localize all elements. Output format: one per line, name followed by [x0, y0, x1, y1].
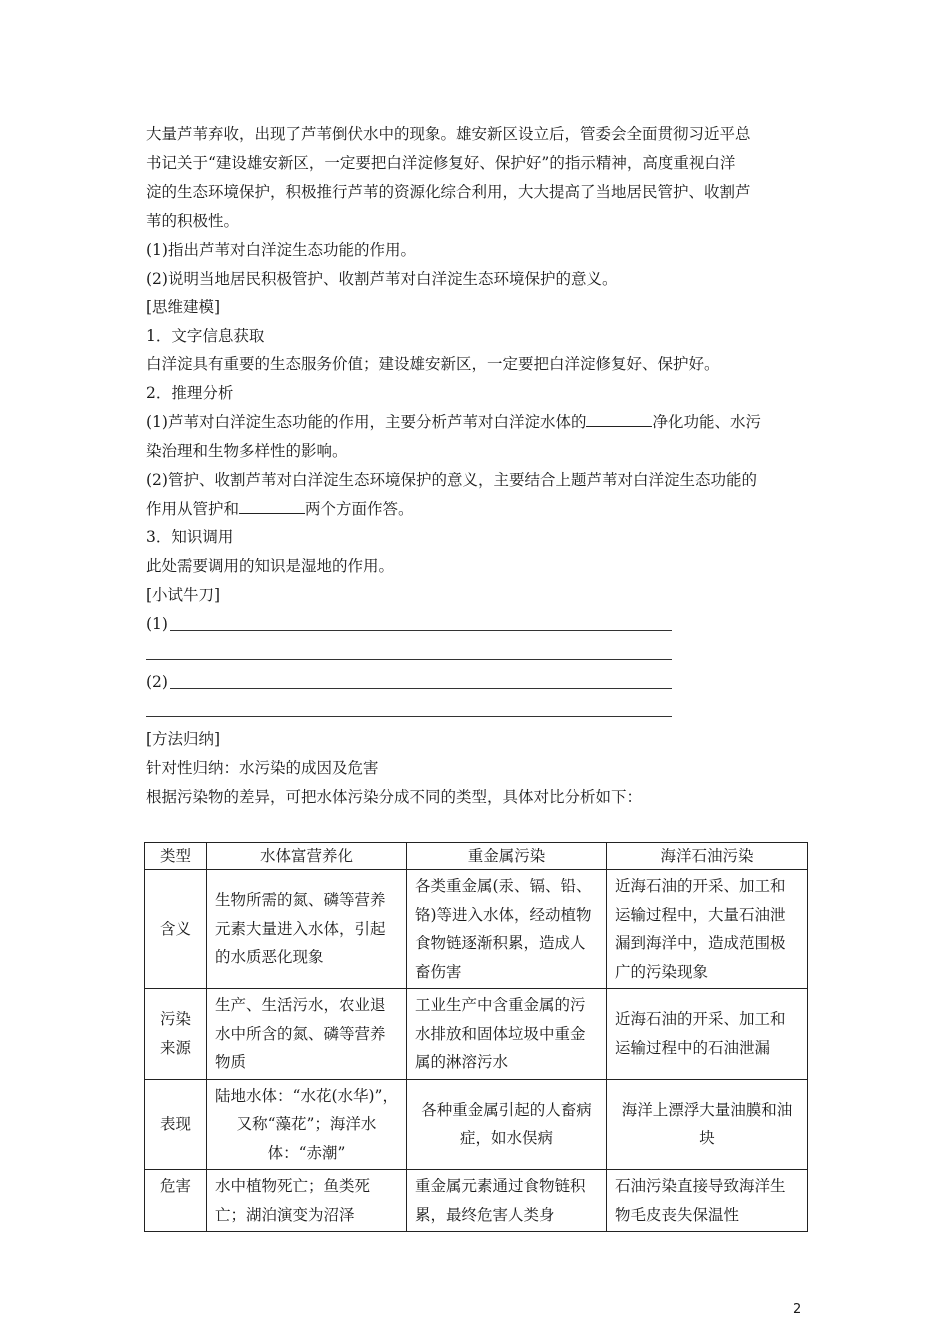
paragraph-line: 大量芦苇弃收，出现了芦苇倒伏水中的现象。雄安新区设立后，管委会全面贯彻习近平总 — [146, 125, 751, 143]
answer-label-1: (1) — [146, 615, 168, 633]
question-2: (2)说明当地居民积极管护、收割芦苇对白洋淀生态环境保护的意义。 — [146, 270, 618, 288]
table-cell: 近海石油的开采、加工和运输过程中的石油泄漏 — [607, 989, 808, 1080]
section-heading-try: [小试牛刀] — [146, 586, 221, 604]
step-text-1: 白洋淀具有重要的生态服务价值；建设雄安新区，一定要把白洋淀修复好、保护好。 — [146, 355, 720, 373]
fill-blank-2[interactable] — [239, 499, 305, 514]
paragraph-line: 书记关于“建设雄安新区，一定要把白洋淀修复好、保护好”的指示精神，高度重视白洋 — [146, 154, 736, 172]
table-cell: 重金属元素通过食物链积累，最终危害人类身 — [407, 1170, 607, 1232]
table-cell: 工业生产中含重金属的污水排放和固体垃圾中重金属的淋溶污水 — [407, 989, 607, 1080]
question-1: (1)指出芦苇对白洋淀生态功能的作用。 — [146, 241, 416, 259]
table-cell: 海洋上漂浮大量油膜和油块 — [607, 1079, 808, 1170]
step2-a-text-before: (1)芦苇对白洋淀生态功能的作用，主要分析芦苇对白洋淀水体的 — [146, 413, 587, 431]
table-header-cell: 海洋石油污染 — [607, 843, 808, 870]
step2-b-text-after: 两个方面作答。 — [305, 500, 414, 518]
table-cell: 各种重金属引起的人畜病症，如水俣病 — [407, 1079, 607, 1170]
row-label: 危害 — [145, 1170, 207, 1232]
step2-line-a2: 染治理和生物多样性的影响。 — [146, 442, 348, 460]
table-cell: 陆地水体：“水花(水华)”，又称“藻花”；海洋水体：“赤潮” — [207, 1079, 407, 1170]
table-cell: 近海石油的开采、加工和运输过程中，大量石油泄漏到海洋中，造成范围极广的污染现象 — [607, 870, 808, 989]
step-text-3: 此处需要调用的知识是湿地的作用。 — [146, 557, 395, 575]
table-cell: 生产、生活污水，农业退水中所含的氮、磷等营养物质 — [207, 989, 407, 1080]
step2-a-text-after: 净化功能、水污 — [652, 413, 761, 431]
table-row — [145, 989, 808, 1080]
page-number: 2 — [793, 1302, 802, 1317]
answer-line-2a[interactable] — [170, 688, 672, 689]
step2-line-a — [146, 412, 811, 432]
step2-line-b1: (2)管护、收割芦苇对白洋淀生态环境保护的意义，主要结合上题芦苇对白洋淀生态功能的 — [146, 471, 757, 489]
section-heading-model: [思维建模] — [146, 298, 221, 316]
table-row — [145, 1079, 808, 1170]
method-line-1: 针对性归纳：水污染的成因及危害 — [146, 759, 379, 777]
table-cell: 石油污染直接导致海洋生物毛皮丧失保温性 — [607, 1170, 808, 1232]
table-header-cell: 类型 — [145, 843, 207, 870]
method-line-2: 根据污染物的差异，可把水体污染分成不同的类型，具体对比分析如下： — [146, 788, 643, 806]
step-heading-3: 3．知识调用 — [146, 528, 234, 546]
table-cell: 各类重金属(汞、镉、铅、铬)等进入水体，经动植物食物链逐渐积累，造成人畜伤害 — [407, 870, 607, 989]
fill-blank-1[interactable] — [586, 412, 652, 427]
paragraph-line: 淀的生态环境保护，积极推行芦苇的资源化综合利用，大大提高了当地居民管护、收割芦 — [146, 183, 751, 201]
table-cell: 水中植物死亡；鱼类死亡；湖泊演变为沼泽 — [207, 1170, 407, 1232]
row-label: 含义 — [145, 870, 207, 989]
row-label: 表现 — [145, 1079, 207, 1170]
table-header-row — [145, 843, 808, 870]
step-heading-1: 1．文字信息获取 — [146, 327, 265, 345]
step2-b-text-before: 作用从管护和 — [146, 500, 240, 518]
table-header-cell: 水体富营养化 — [207, 843, 407, 870]
table-row — [145, 870, 808, 989]
paragraph-line: 苇的积极性。 — [146, 212, 240, 230]
comparison-table — [144, 842, 808, 1232]
answer-line-1a[interactable] — [170, 630, 672, 631]
answer-line-2b[interactable] — [146, 716, 672, 717]
table-cell: 生物所需的氮、磷等营养元素大量进入水体，引起的水质恶化现象 — [207, 870, 407, 989]
row-label: 污染来源 — [145, 989, 207, 1080]
answer-label-2: (2) — [146, 673, 168, 691]
section-heading-method: [方法归纳] — [146, 730, 221, 748]
table-header-cell: 重金属污染 — [407, 843, 607, 870]
table-row — [145, 1170, 808, 1232]
step-heading-2: 2．推理分析 — [146, 384, 234, 402]
step2-line-b2 — [146, 499, 811, 519]
answer-line-1b[interactable] — [146, 659, 672, 660]
